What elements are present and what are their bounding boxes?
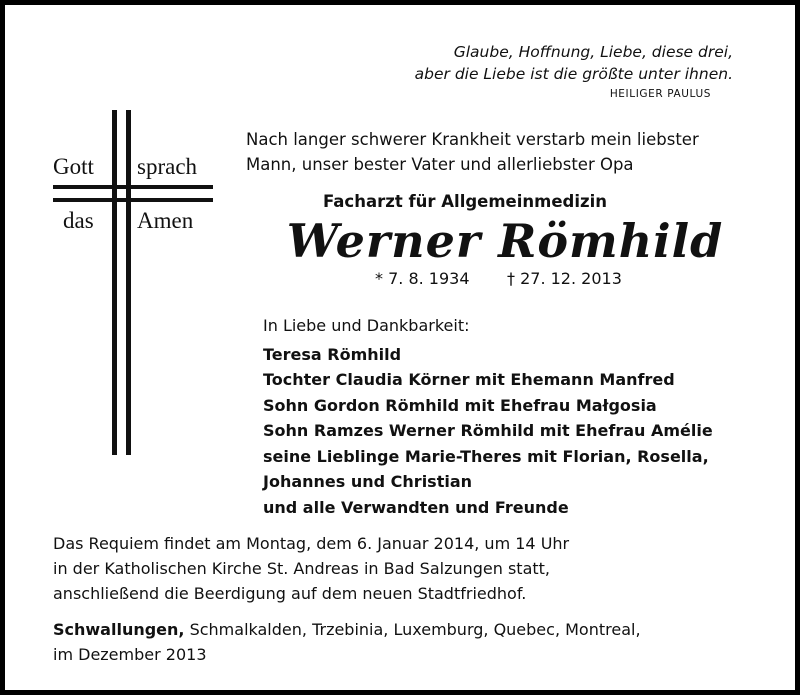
death-date: † 27. 12. 2013 (507, 269, 622, 288)
mourner-line: Tochter Claudia Körner mit Ehemann Manfred (263, 370, 675, 389)
life-dates (375, 269, 675, 288)
closing-date: im Dezember 2013 (53, 645, 207, 664)
quote-line-2: aber die Liebe ist die größte unter ihnen. (414, 65, 733, 83)
mourners-heading: In Liebe und Dankbarkeit: (263, 316, 470, 335)
quote-line-1: Glaube, Hoffnung, Liebe, diese drei, (453, 43, 733, 61)
cross-word-top-right: sprach (137, 154, 198, 179)
cross-left-vertical-bar (112, 110, 117, 455)
cross-symbol (49, 110, 219, 460)
primary-place: Schwallungen, (53, 620, 185, 639)
birth-date: * 7. 8. 1934 (375, 269, 470, 288)
service-line-1: Das Requiem findet am Montag, dem 6. Januar 2014, um 14 Uhr (53, 534, 570, 553)
mourner-line: Teresa Römhild (263, 344, 402, 364)
other-places: Schmalkalden, Trzebinia, Luxemburg, Quebec, Montreal, (184, 620, 641, 639)
mourner-line: Sohn Gordon Römhild mit Ehefrau Małgosia (263, 395, 657, 415)
place-and-date (53, 617, 773, 667)
intro-text (246, 127, 766, 177)
cross-word-top-left: Gott (53, 154, 94, 179)
deceased-profession: Facharzt für Allgemeinmedizin (322, 192, 607, 211)
cross-upper-horizontal-bar (53, 185, 213, 189)
mourner-line: Johannes und Christian (263, 472, 473, 491)
deceased-name: Werner Römhild (286, 214, 724, 268)
mourner-line: und alle Verwandten und Freunde (263, 497, 569, 517)
bible-quote (313, 41, 733, 103)
mourner-line: Sohn Ramzes Werner Römhild mit Ehefrau Amélie (263, 421, 713, 440)
cross-word-bottom-right: Amen (137, 208, 194, 233)
service-line-2: in der Katholischen Kirche St. Andreas in Bad Salzungen statt, (53, 559, 551, 578)
funeral-service-info (53, 531, 773, 606)
cross-right-vertical-bar (126, 110, 131, 455)
service-line-3: anschließend die Beerdigung auf dem neuen Stadtfriedhof. (53, 584, 527, 603)
intro-line-2: Mann, unser bester Vater und allerliebster Opa (246, 155, 634, 174)
quote-author: HEILIGER PAULUS (609, 88, 711, 100)
cross-lower-horizontal-bar (53, 198, 213, 202)
cross-word-bottom-left: das (63, 208, 94, 233)
mourner-line: seine Lieblinge Marie-Theres mit Florian, Rosella, (263, 446, 709, 466)
intro-line-1: Nach langer schwerer Krankheit verstarb mein liebster (246, 130, 699, 149)
places-line (53, 617, 773, 642)
mourners-list (263, 313, 783, 520)
